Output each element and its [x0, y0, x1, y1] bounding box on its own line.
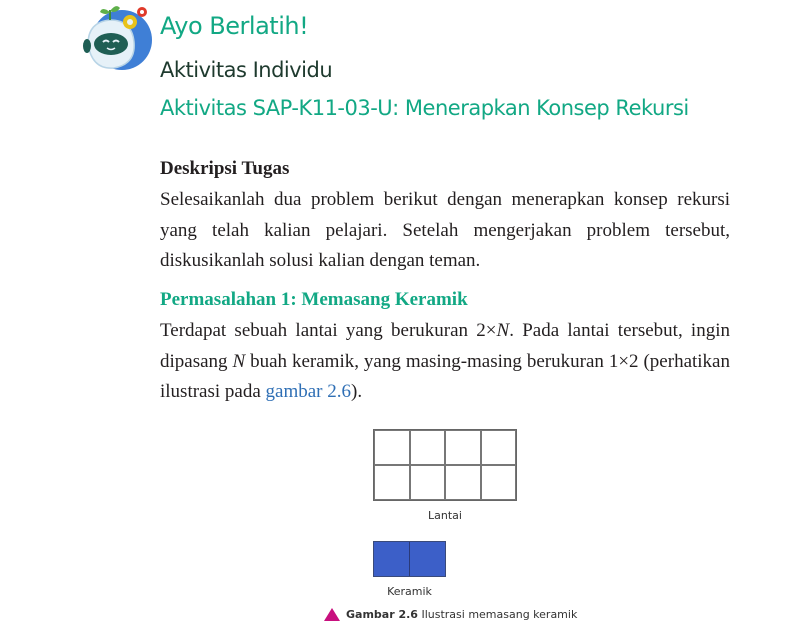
variable-n: N — [232, 350, 246, 372]
activity-title: Aktivitas SAP-K11-03-U: Menerapkan Konsep Rekursi — [160, 96, 689, 120]
activity-type: Aktivitas Individu — [160, 58, 333, 82]
variable-n: N — [496, 320, 510, 341]
problem-text: Terdapat sebuah lantai yang berukuran 2× — [160, 320, 497, 341]
problem-text: . Pada lantai tersebut, ingin dipasang — [160, 320, 730, 372]
robot-mascot-icon — [78, 2, 158, 74]
caption-text: Ilustrasi memasang keramik — [421, 608, 578, 621]
tile-label: Keramik — [387, 585, 432, 598]
caption-number: Gambar 2.6 — [346, 608, 418, 621]
task-heading: Deskripsi Tugas — [160, 158, 290, 179]
figure-link[interactable]: gambar 2.6 — [265, 381, 352, 402]
floor-cell — [410, 465, 446, 500]
floor-label: Lantai — [428, 509, 462, 522]
problem-heading: Permasalahan 1: Memasang Keramik — [160, 289, 468, 310]
floor-cell — [445, 430, 481, 465]
tile-half — [409, 542, 445, 576]
tile-half — [374, 542, 409, 576]
floor-grid — [373, 429, 517, 501]
figure-caption — [324, 608, 577, 621]
problem-text: ). — [351, 381, 363, 402]
triangle-icon — [324, 608, 340, 621]
section-title: Ayo Berlatih! — [160, 12, 309, 40]
floor-cell — [481, 465, 517, 500]
floor-cell — [374, 430, 410, 465]
floor-cell — [445, 465, 481, 500]
problem-description — [160, 316, 730, 408]
problem-text: buah keramik, yang masing-masing berukuran 1×2 (perhatikan ilustrasi pada — [160, 350, 730, 402]
floor-cell — [410, 430, 446, 465]
tile-illustration — [373, 541, 446, 577]
task-description: Selesaikanlah dua problem berikut dengan menerapkan konsep rekursi yang telah kalian pelajari. Setelah mengerjakan problem tersebut, diskusikanlah solusi kalian dengan teman. — [160, 189, 730, 271]
floor-cell — [481, 430, 517, 465]
floor-cell — [374, 465, 410, 500]
